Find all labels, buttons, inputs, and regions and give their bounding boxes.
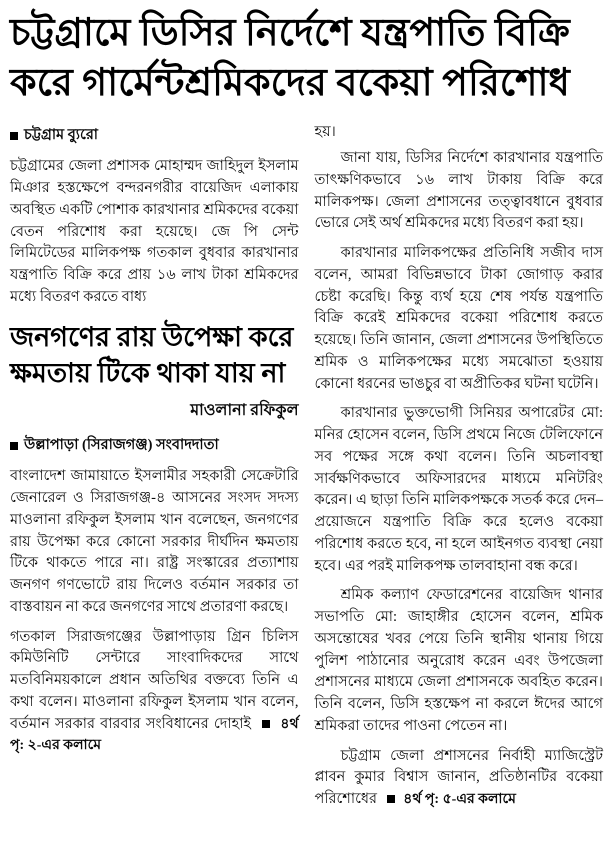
article1-lead-continued: হয়। [314, 124, 336, 141]
continuation-square-icon [387, 795, 395, 803]
article2-paragraph [10, 627, 299, 758]
article1-paragraph: কারখানার ভুক্তভোগী সিনিয়র অপারেটর মো: মনির হোসেন বলেন, ডিসি প্রথমে নিজে টেলিফোনে সব পক্ষের সঙ্গে কথা বলেন। তিনি অচলাবস্থা সার্বক্ষণিকভাবে অফিসারদের মাধ্যমে মনিটরিং করেন। এ ছাড়া তিনি মালিকপক্ষকে সতর্ক করে দেন– প্রয়োজনে যন্ত্রপাতি বিক্রি করে হলেও বকেয়া পরিশোধ করতে হবে, না হলে আইনগত ব্যবস্থা নেয়া হবে। এর পরই মালিকপক্ষ তালবাহানা বন্ধ করে। [314, 405, 603, 574]
paragraph-text: চট্টগ্রাম জেলা প্রশাসনের নির্বাহী ম্যাজিস্ট্রেট প্লাবন কুমার বিশ্বাস জানান, প্রতিষ্ঠানটির বকেয়া পরিশোধের [314, 747, 603, 808]
paragraph-text: গতকাল সিরাজগঞ্জের উল্লাপাড়ায় গ্রিন চিলিস কমিউনিটি সেন্টারে সাংবাদিকদের সাথে মতবিনিময়কালে প্রধান অতিথির বক্তব্যে তিনি এ কথা বলেন। মাওলানা রফিকুল ইসলাম খান বলেন, বর্তমান সরকার বারবার সংবিধানের দোহাই [10, 628, 299, 732]
dateline-text: উল্লাপাড়া (সিরাজগঞ্জ) সংবাদদাতা [24, 437, 219, 454]
right-column [315, 122, 604, 815]
article1-paragraph: জানা যায়, ডিসির নির্দেশে কারখানার যন্ত্রপাতি তাৎক্ষণিকভাবে ১৬ লাখ টাকায় বিক্রি করে মালিকপক্ষ। জেলা প্রশাসনের তত্ত্বাবধানে বুধবার ভোরে সেই অর্থ শ্রমিকদের মধ্যে বিতরণ করা হয়। [314, 150, 603, 232]
dateline-square-icon [10, 442, 18, 450]
dateline-square-icon [10, 132, 18, 140]
article2-dateline [10, 434, 299, 458]
article1-paragraph [315, 746, 604, 811]
article1-paragraph: কারখানার মালিকপক্ষের প্রতিনিধি সজীব দাস বলেন, আমরা বিভিন্নভাবে টাকা জোগাড় করার চেষ্টা করেছি। কিন্তু ব্যর্থ হয়ে শেষ পর্যন্ত যন্ত্রপাতি বিক্রি করেই শ্রমিকদের বকেয়া পরিশোধ করতে হয়েছে। তিনি জানান, জেলা প্রশাসনের উপস্থিতিতে শ্রমিক ও মালিকপক্ষের মধ্যে সমঝোতা হওয়ায় কোনো ধরনের ভাঙচুর বা অপ্রীতিকর ঘটনা ঘটেনি। [314, 245, 603, 392]
continuation-note: ৪র্থ পৃ: ২-এর কলামে [10, 716, 299, 754]
article2-headline: জনগণের রায় উপেক্ষা করে ক্ষমতায় টিকে থাকা যায় না [10, 321, 294, 388]
continuation-note: ৪র্থ পৃ: ৫-এর কলামে [403, 792, 516, 808]
left-column [10, 122, 299, 815]
continuation-square-icon [262, 720, 270, 728]
article1-paragraph: শ্রমিক কল্যাণ ফেডারেশনের বায়েজিদ থানার সভাপতি মো: জাহাঙ্গীর হোসেন বলেন, শ্রমিক অসন্তোষের খবর পেয়ে তিনি স্থানীয় থানায় গিয়ে পুলিশ পাঠানোর অনুরোধ করেন এবং উপজেলা প্রশাসনের মাধ্যমে জেলা প্রশাসনকে অবহিত করেন। তিনি বলেন, ডিসি হস্তক্ষেপ না করলে ঈদের আগে শ্রমিকরা তাদের পাওনা পেতেন না। [314, 587, 603, 734]
article1-dateline [10, 124, 299, 148]
article2-byline: মাওলানা রফিকুল [190, 402, 299, 420]
article2-paragraph: বাংলাদেশ জামায়াতে ইসলামীর সহকারী সেক্রেটারি জেনারেল ও সিরাজগঞ্জ-৪ আসনের সংসদ সদস্য মাওলানা রফিকুল ইসলাম খান বলেছেন, জনগণের রায় উপেক্ষা করে কোনো সরকার দীর্ঘদিন ক্ষমতায় টিকে থাকতে পারে না। রাষ্ট্র সংস্কারের প্রত্যাশায় জনগণ গণভোটে রায় দিলেও বর্তমান সরকার তা বাস্তবায়ন না করে জনগণের সাথে প্রতারণা করছে। [10, 468, 299, 615]
main-headline: চট্টগ্রামে ডিসির নির্দেশে যন্ত্রপাতি বিক্রি করে গার্মেন্টশ্রমিকদের বকেয়া পরিশোধ [10, 12, 570, 105]
article-columns [10, 122, 603, 815]
article1-lead-paragraph: চট্টগ্রামের জেলা প্রশাসক মোহাম্মদ জাহিদুল ইসলাম মিঞার হস্তক্ষেপে বন্দরনগরীর বায়েজিদ এলাকায় অবস্থিত একটি পোশাক কারখানার শ্রমিকদের বকেয়া বেতন পরিশোধ করা হয়েছে। জে পি সেন্ট লিমিটেডের মালিকপক্ষ গতকাল বুধবার কারখানার যন্ত্রপাতি বিক্রি করে প্রায় ১৬ লাখ টাকা শ্রমিকদের মধ্যে বিতরণ করতে বাধ্য [10, 158, 299, 305]
dateline-text: চট্টগ্রাম ব্যুরো [24, 127, 98, 144]
